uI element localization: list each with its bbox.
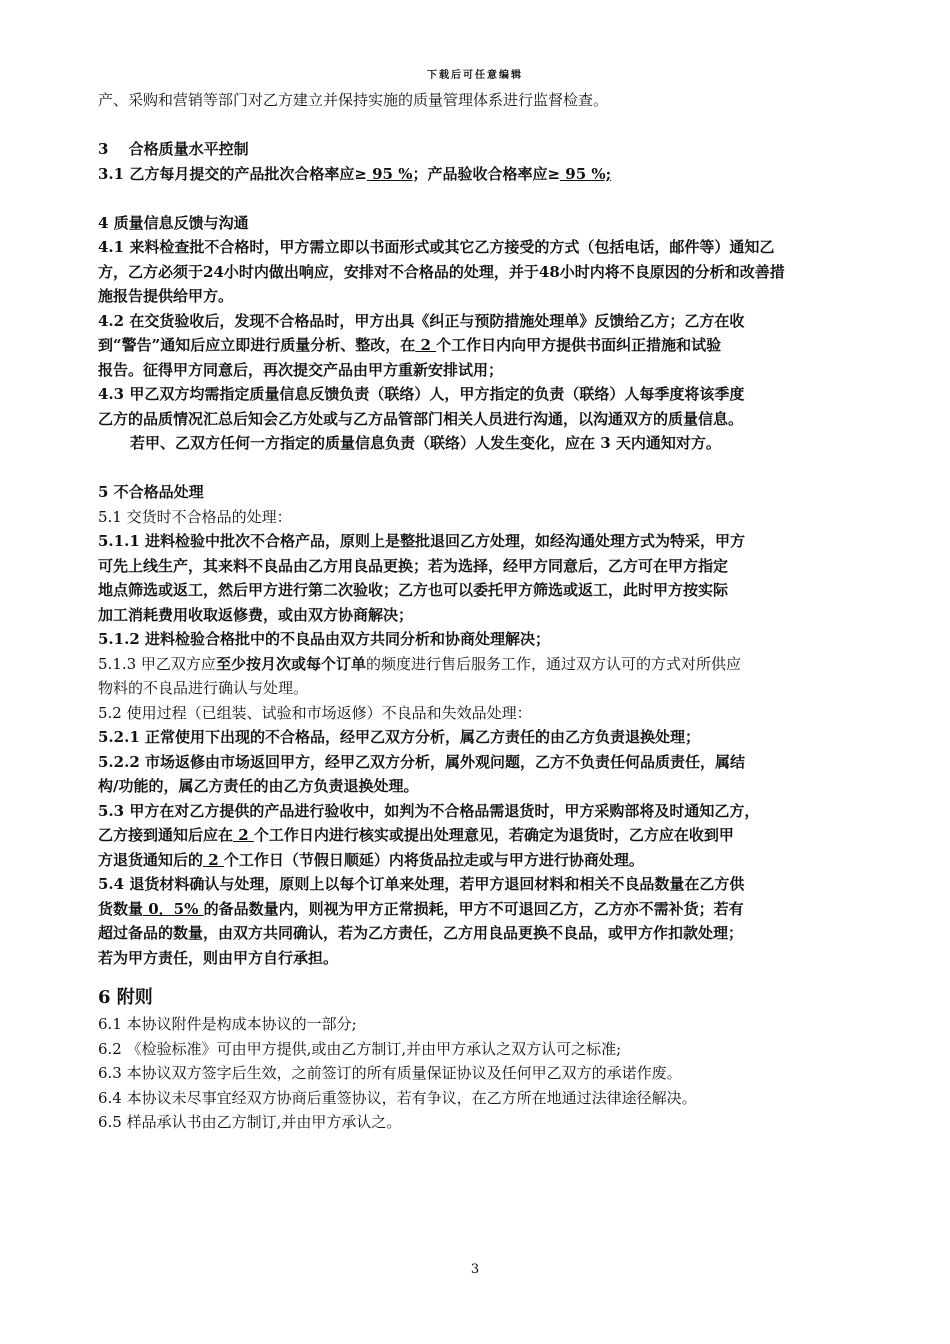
clause-5-4-line: 超过备品的数量，由双方共同确认，若为乙方责任，乙方用良品更换不良品，或甲方作扣款处理； [98,924,744,942]
clause-6-3: 6.3 本协议双方签字后生效，之前签订的所有质量保证协议及任何甲乙双方的承诺作废。 [98,1064,682,1082]
clause-5-1-3-line: 5.1.3 甲乙双方应至少按月次或每个订单的频度进行售后服务工作，通过双方认可的方式对所供应 [98,654,741,673]
clause-5-2-1: 5.2.1 正常使用下出现的不合格品，经甲乙双方分析，属乙方责任的由乙方负责退换处理； [98,728,700,746]
days-value: 2 [233,826,254,844]
page-header: 下载后可任意编辑 [427,70,523,81]
section-5-title: 5 不合格品处理 [98,483,204,501]
clause-6-1: 6.1 本协议附件是构成本协议的一部分; [98,1015,357,1033]
clause-6-2: 6.2 《检验标准》可由甲方提供,或由乙方制订,并由甲方承认之双方认可之标准; [98,1039,622,1058]
clause-5-4-line: 5.4 退货材料确认与处理，原则上以每个订单来处理，若甲方退回材料和相关不良品数量在乙方供 [98,875,745,893]
clause-5-3-line: 方退货通知后的 2 个工作日（节假日顺延）内将货品拉走或与甲方进行协商处理。 [98,850,644,869]
days-value: 2 [203,850,224,869]
clause-4-3-line: 乙方的品质情况汇总后知会乙方处或与乙方品管部门相关人员进行沟通，以沟通双方的质量信息。 [98,409,744,428]
acceptance-rate-value: 95 %; [560,164,612,183]
clause-5-2: 5.2 使用过程（已组装、试验和市场返修）不良品和失效品处理： [98,703,532,722]
clause-5-3-line: 乙方接到通知后应在 2 个工作日内进行核实或提出处理意见，若确定为退货时，乙方应在收到甲 [98,826,734,844]
paragraph-line: 产、采购和营销等部门对乙方建立并保持实施的质量管理体系进行监督检查。 [98,91,609,109]
days-value: 2 [415,336,437,354]
clause-3-1: 3.1 乙方每月提交的产品批次合格率应≥ 95 %；产品验收合格率应≥ 95 %; [98,164,612,183]
clause-4-1-line: 4.1 来料检查批不合格时，甲方需立即以书面形式或其它乙方接受的方式（包括电话，邮件等）通知乙 [98,238,775,256]
spare-rate-value: 0．5% [143,899,204,918]
clause-4-1-line: 施报告提供给甲方。 [98,287,234,305]
clause-5-4-line: 若为甲方责任，则由甲方自行承担。 [98,948,339,967]
clause-4-2-line: 4.2 在交货验收后，发现不合格品时，甲方出具《纠正与预防措施处理单》反馈给乙方；乙方在收 [98,311,745,330]
clause-5-1-1-line: 地点筛选或返工，然后甲方进行第二次验收；乙方也可以委托甲方筛选或返工，此时甲方按实际 [98,581,729,599]
clause-5-3-line: 5.3 甲方在对乙方提供的产品进行验收中，如判为不合格品需退货时，甲方采购部将及时通知乙方， [98,801,760,820]
section-4-title: 4 质量信息反馈与沟通 [98,213,249,232]
document-body [98,88,868,1135]
clause-5-1: 5.1 交货时不合格品的处理： [98,507,292,526]
clause-5-1-2: 5.1.2 进料检验合格批中的不良品由双方共同分析和协商处理解决； [98,630,550,648]
pass-rate-value: 95 % [366,164,413,183]
clause-4-3-line: 4.3 甲乙双方均需指定质量信息反馈负责（联络）人，甲方指定的负责（联络）人每季度将该季度 [98,385,745,403]
clause-4-3-line: 若甲、乙双方任何一方指定的质量信息负责（联络）人发生变化，应在 3 天内通知对方。 [130,434,721,452]
clause-4-2-line: 报告。征得甲方同意后，再次提交产品由甲方重新安排试用； [98,360,504,379]
clause-5-1-1-line: 可先上线生产，其来料不良品由乙方用良品更换；若为选择，经甲方同意后，乙方可在甲方指定 [98,556,729,575]
clause-5-1-1-line: 加工消耗费用收取返修费，或由双方协商解决； [98,605,414,624]
clause-5-2-2-line: 5.2.2 市场返修由市场返回甲方，经甲乙双方分析，属外观问题，乙方不负责任何品质责任，属结 [98,752,745,771]
clause-4-2-line: 到“警告”通知后应立即进行质量分析、整改，在 2 个工作日内向甲方提供书面纠正措施和试验 [98,336,722,354]
clause-4-1-line: 方，乙方必须于24小时内做出响应，安排对不合格品的处理，并于48小时内将不良原因的分析和改善措 [98,262,785,281]
clause-5-1-1-line: 5.1.1 进料检验中批次不合格产品，原则上是整批退回乙方处理，如经沟通处理方式为特采，甲方 [98,532,745,550]
clause-5-1-3-line: 物料的不良品进行确认与处理。 [98,679,309,697]
clause-5-2-2-line: 构/功能的，属乙方责任的由乙方负责退换处理。 [98,777,419,795]
section-3-title: 3 合格质量水平控制 [98,140,249,158]
clause-6-4: 6.4 本协议未尽事宜经双方协商后重签协议，若有争议，在乙方所在地通过法律途径解决。 [98,1088,697,1107]
page-number: 3 [470,1262,480,1277]
section-6-title: 6 附则 [98,987,153,1008]
clause-5-4-line: 货数量 0．5% 的备品数量内，则视为甲方正常损耗，甲方不可退回乙方，乙方亦不需补货；若有 [98,899,744,918]
clause-6-5: 6.5 样品承认书由乙方制订,并由甲方承认之。 [98,1113,402,1131]
